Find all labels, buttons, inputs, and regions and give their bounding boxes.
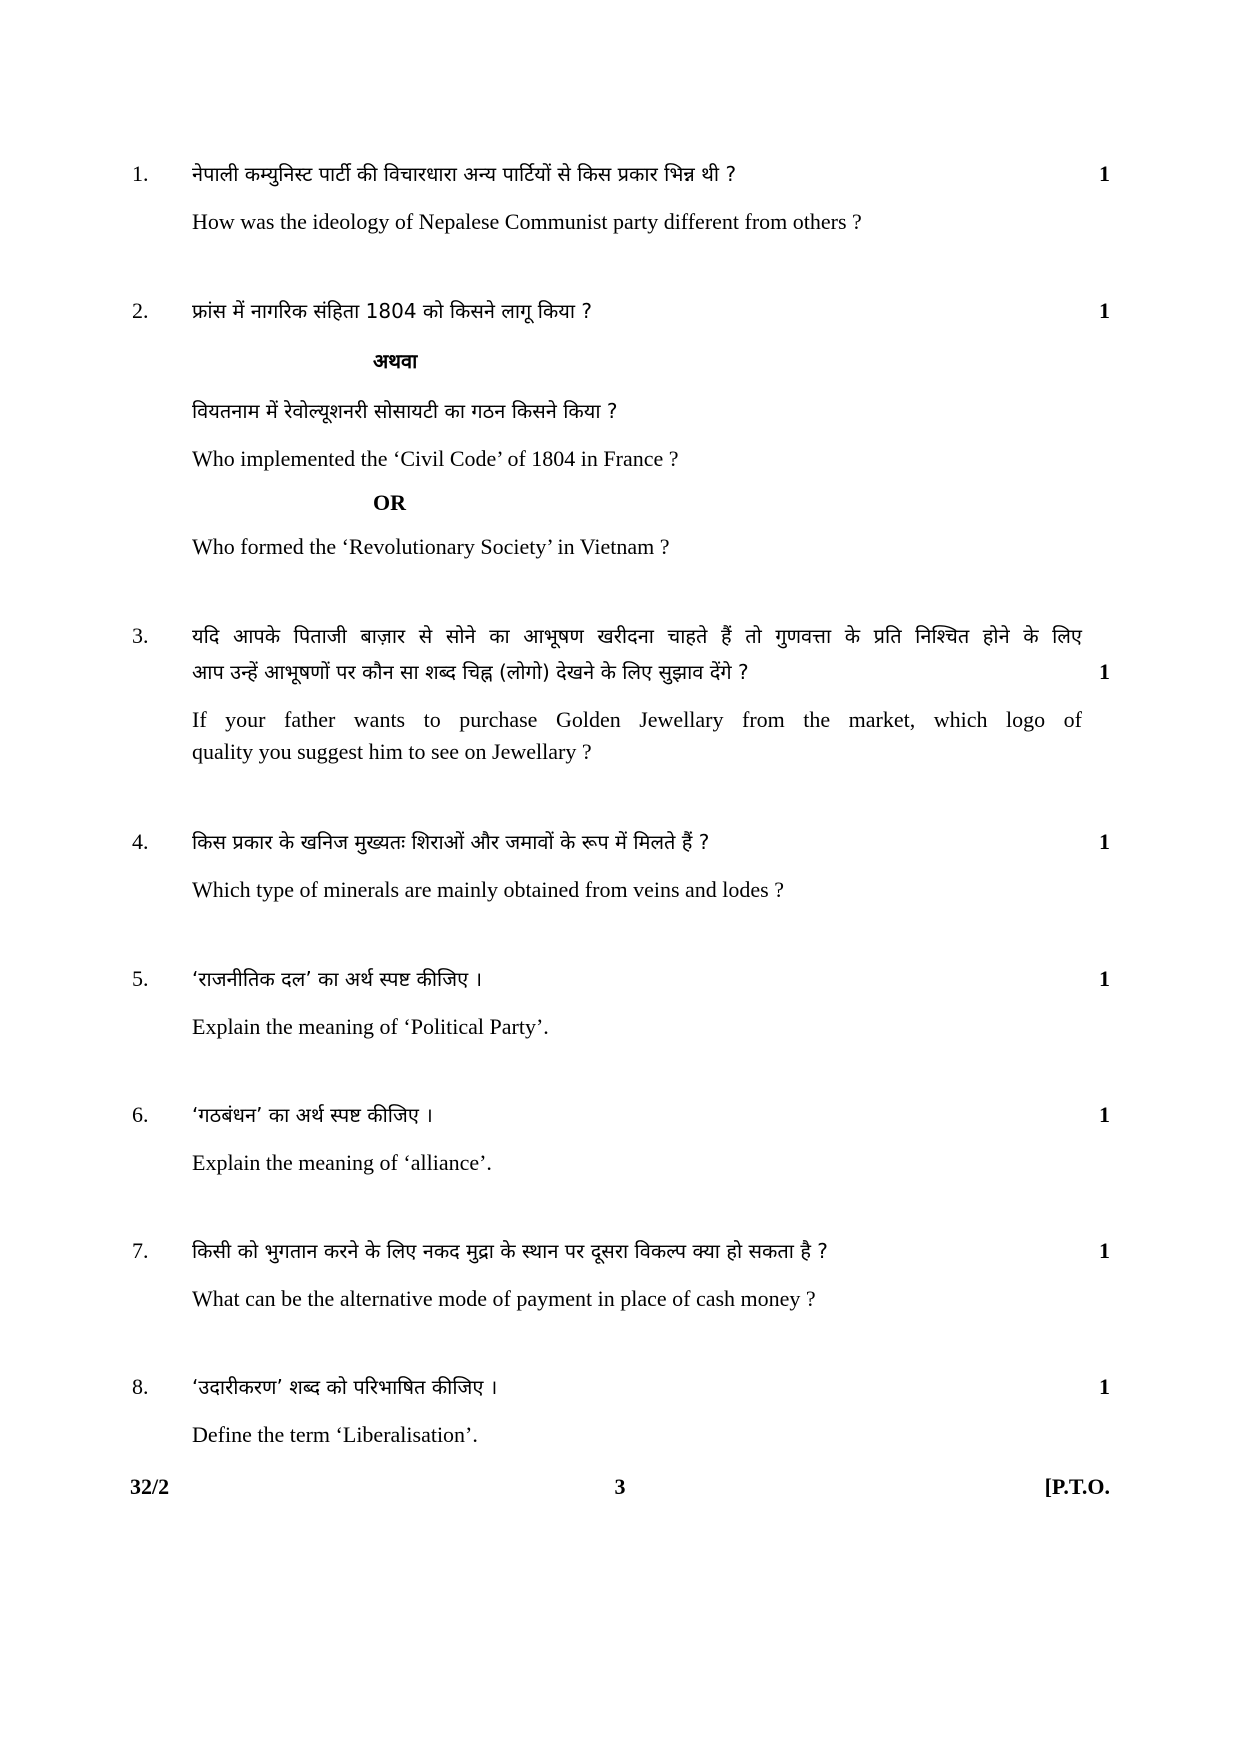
- or-label-english: OR: [373, 490, 406, 515]
- question-text-english: What can be the alternative mode of payment in place of cash money ?: [192, 1286, 816, 1311]
- question-text-english: Explain the meaning of ‘alliance’.: [192, 1150, 492, 1175]
- question-marks: 1: [1099, 298, 1110, 323]
- question-text-english-line-2: quality you suggest him to see on Jewellary ?: [192, 739, 592, 764]
- question-text-hindi: ‘राजनीतिक दल’ का अर्थ स्पष्ट कीजिए ।: [192, 967, 483, 991]
- question-marks: 1: [1099, 1102, 1110, 1127]
- question-text-hindi: फ्रांस में नागरिक संहिता 1804 को किसने लागू किया ?: [192, 299, 592, 323]
- question-number: 2.: [132, 298, 149, 323]
- question-text-english: How was the ideology of Nepalese Communist party different from others ?: [192, 209, 862, 234]
- question-text-hindi-line-2: आप उन्हें आभूषणों पर कौन सा शब्द चिह्न (लोगो) देखने के लिए सुझाव देंगे ?: [192, 660, 749, 684]
- question-text-hindi: ‘उदारीकरण’ शब्द को परिभाषित कीजिए ।: [192, 1375, 498, 1399]
- question-text-english: Who implemented the ‘Civil Code’ of 1804 in France ?: [192, 446, 679, 471]
- question-text-hindi: किसी को भुगतान करने के लिए नकद मुद्रा के स्थान पर दूसरा विकल्प क्या हो सकता है ?: [192, 1239, 828, 1263]
- question-text-english: Define the term ‘Liberalisation’.: [192, 1422, 478, 1447]
- question-number: 6.: [132, 1102, 149, 1127]
- question-number: 3.: [132, 623, 149, 648]
- question-marks: 1: [1099, 659, 1110, 684]
- question-marks: 1: [1099, 161, 1110, 186]
- question-number: 8.: [132, 1374, 149, 1399]
- question-text-hindi: नेपाली कम्युनिस्ट पार्टी की विचारधारा अन्य पार्टियों से किस प्रकार भिन्न थी ?: [192, 162, 737, 186]
- question-alt-text-english: Who formed the ‘Revolutionary Society’ in Vietnam ?: [192, 534, 670, 559]
- question-marks: 1: [1099, 829, 1110, 854]
- question-number: 4.: [132, 829, 149, 854]
- question-marks: 1: [1099, 1374, 1110, 1399]
- question-number: 1.: [132, 161, 149, 186]
- pto-label: [P.T.O.: [1044, 1474, 1110, 1499]
- question-text-english-line-1: If your father wants to purchase Golden Jewellary from the market, which logo of: [192, 707, 1082, 732]
- page-number: 3: [614, 1474, 626, 1499]
- question-marks: 1: [1099, 966, 1110, 991]
- question-text-hindi: किस प्रकार के खनिज मुख्यतः शिराओं और जमावों के रूप में मिलते हैं ?: [192, 830, 710, 854]
- paper-code: 32/2: [130, 1474, 170, 1499]
- question-text-english: Explain the meaning of ‘Political Party’.: [192, 1014, 549, 1039]
- question-alt-text-hindi: वियतनाम में रेवोल्यूशनरी सोसायटी का गठन किसने किया ?: [192, 399, 618, 423]
- question-text-english: Which type of minerals are mainly obtained from veins and lodes ?: [192, 877, 784, 902]
- question-number: 7.: [132, 1238, 149, 1263]
- question-marks: 1: [1099, 1238, 1110, 1263]
- question-number: 5.: [132, 966, 149, 991]
- or-label-hindi: अथवा: [373, 349, 418, 373]
- question-text-hindi-line-1: यदि आपके पिताजी बाज़ार से सोने का आभूषण खरीदना चाहते हैं तो गुणवत्ता के प्रति निश्चित होने के लिए: [192, 624, 1082, 648]
- question-text-hindi: ‘गठबंधन’ का अर्थ स्पष्ट कीजिए ।: [192, 1103, 433, 1127]
